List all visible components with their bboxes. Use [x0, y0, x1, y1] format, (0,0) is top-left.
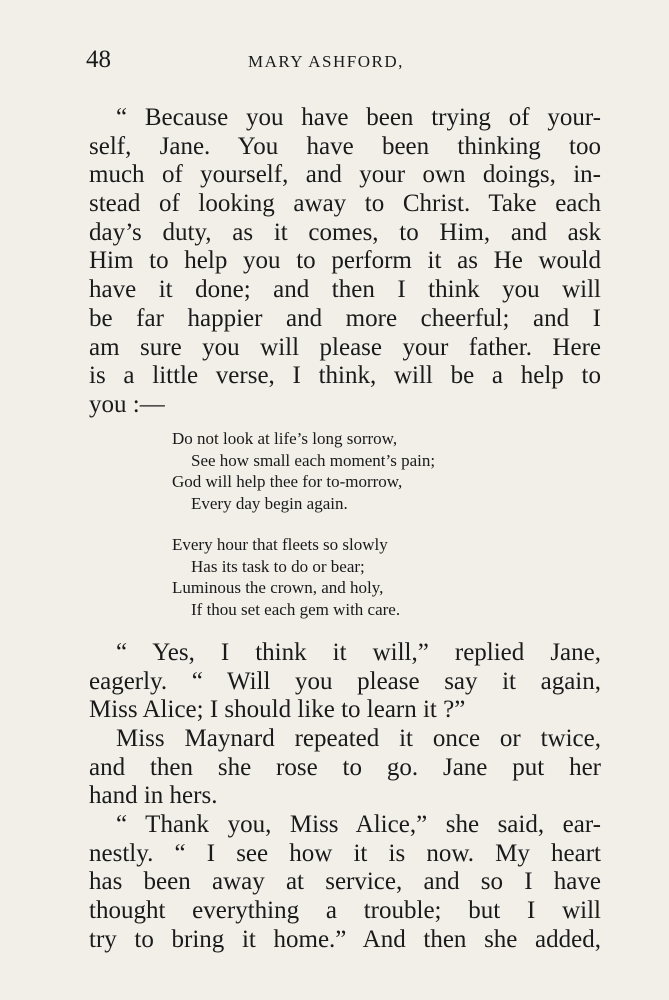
text-line: has been away at service, and so I have — [89, 868, 601, 896]
text-line: is a little verse, I think, will be a help to — [89, 362, 601, 390]
verse-line: Every hour that fleets so slowly — [172, 535, 388, 554]
text-line: Miss Maynard repeated it once or twice, — [116, 725, 601, 752]
text-line: day’s duty, as it comes, to Him, and ask — [89, 218, 601, 246]
paragraph-4 — [89, 811, 601, 954]
paragraph-3 — [89, 725, 601, 811]
paragraph-2 — [89, 639, 601, 725]
text-line: eagerly. “ Will you please say it again, — [89, 667, 601, 695]
text-line: hand in hers. — [89, 782, 218, 810]
text-line: “ Thank you, Miss Alice,” she said, ear- — [116, 811, 601, 838]
verse-line: Luminous the crown, and holy, — [172, 578, 384, 597]
text-line: you :— — [89, 390, 165, 418]
stanza-gap — [172, 514, 492, 534]
text-line: and then she rose to go. Jane put her — [89, 753, 601, 781]
verse-line: God will help thee for to-morrow, — [172, 472, 403, 491]
text-line: be far happier and more cheerful; and I — [89, 304, 601, 332]
verse-line: If thou set each gem with care. — [191, 599, 401, 619]
text-line: Miss Alice; I should like to learn it ?” — [89, 696, 466, 724]
text-line: have it done; and then I think you will — [89, 276, 601, 304]
text-line: am sure you will please your father. Here — [89, 333, 601, 361]
text-line: stead of looking away to Christ. Take each — [89, 190, 601, 218]
verse-line: See how small each moment’s pain; — [191, 450, 436, 470]
text-line: “ Because you have been trying of your- — [116, 104, 601, 131]
text-line: “ Yes, I think it will,” replied Jane, — [116, 639, 601, 666]
page-number: 48 — [86, 46, 111, 73]
running-title: MARY ASHFORD, — [248, 52, 404, 71]
verse-line: Has its task to do or bear; — [191, 556, 365, 576]
text-line: thought everything a trouble; but I will — [89, 897, 601, 925]
text-line: nestly. “ I see how it is now. My heart — [89, 839, 601, 867]
text-line: Him to help you to perform it as He would — [89, 247, 601, 275]
verse-stanza-1 — [172, 428, 492, 514]
text-line: much of yourself, and your own doings, in- — [89, 161, 601, 189]
text-line: try to bring it home.” And then she added, — [89, 925, 601, 953]
verse-line: Do not look at life’s long sorrow, — [172, 429, 398, 448]
paragraph-1 — [89, 104, 601, 420]
verse-stanza-2 — [172, 534, 492, 620]
page-header — [86, 46, 586, 82]
verse-line: Every day begin again. — [191, 493, 348, 513]
text-line: self, Jane. You have been thinking too — [89, 132, 601, 160]
verse-block — [172, 428, 492, 620]
